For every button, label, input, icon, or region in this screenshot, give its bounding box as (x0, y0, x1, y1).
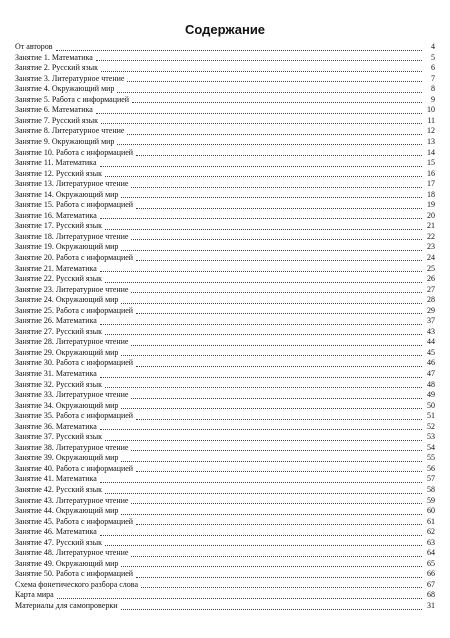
toc-entry (15, 200, 435, 211)
toc-entry-page-number: 60 (427, 506, 435, 516)
toc-entry (15, 63, 435, 74)
toc-entry (15, 306, 435, 317)
toc-dot-leader (121, 513, 422, 515)
toc-entry (15, 126, 435, 137)
toc-entry (15, 538, 435, 549)
toc-entry-page-number: 19 (427, 200, 435, 210)
toc-entry (15, 295, 435, 306)
toc-entry-label: Занятие 33. Литературное чтение (15, 390, 129, 400)
toc-entry-page-number: 46 (427, 358, 435, 368)
toc-entry (15, 327, 435, 338)
toc-entry-page-number: 67 (427, 579, 435, 589)
toc-entry (15, 580, 435, 591)
toc-entry (15, 432, 435, 443)
toc-entry-page-number: 5 (431, 52, 435, 62)
toc-dot-leader (100, 481, 422, 483)
toc-entry (15, 253, 435, 264)
toc-entry (15, 95, 435, 106)
toc-dot-leader (136, 418, 422, 420)
toc-entry (15, 274, 435, 285)
toc-entry-label: Занятие 15. Работа с информацией (15, 200, 134, 210)
toc-entry-label: Занятие 25. Работа с информацией (15, 305, 134, 315)
toc-dot-leader (100, 165, 423, 167)
toc-dot-leader (141, 586, 422, 588)
toc-dot-leader (132, 101, 422, 103)
toc-entry-page-number: 63 (427, 537, 435, 547)
toc-entry-label: Занятие 8. Литературное чтение (15, 126, 125, 136)
toc-dot-leader (136, 576, 422, 578)
toc-entry-page-number: 68 (427, 590, 435, 600)
toc-dot-leader (105, 333, 422, 335)
toc-entry-label: Занятие 17. Русский язык (15, 221, 102, 231)
toc-entry (15, 369, 435, 380)
toc-entry-page-number: 59 (427, 495, 435, 505)
toc-entry-label: Занятие 50. Работа с информацией (15, 569, 134, 579)
toc-entry (15, 506, 435, 517)
toc-dot-leader (117, 143, 422, 145)
toc-entry (15, 147, 435, 158)
toc-entry-page-number: 4 (431, 42, 435, 52)
toc-entry-label: Занятие 34. Окружающий мир (15, 400, 119, 410)
toc-entry (15, 263, 435, 274)
toc-entry-label: Занятие 5. Работа с информацией (15, 94, 130, 104)
toc-entry-page-number: 58 (427, 485, 435, 495)
toc-entry-label: Занятие 24. Окружающий мир (15, 295, 119, 305)
toc-entry-label: Занятие 30. Работа с информацией (15, 358, 134, 368)
toc-entry (15, 242, 435, 253)
toc-entry (15, 443, 435, 454)
toc-entry-page-number: 6 (431, 63, 435, 73)
toc-entry-label: Занятие 47. Русский язык (15, 537, 102, 547)
toc-entry-page-number: 62 (427, 527, 435, 537)
toc-dot-leader (101, 70, 422, 72)
toc-dot-leader (131, 291, 422, 293)
toc-dot-leader (56, 49, 422, 51)
toc-dot-leader (105, 228, 422, 230)
toc-entry (15, 496, 435, 507)
toc-entry-page-number: 15 (427, 158, 435, 168)
toc-entry-page-number: 18 (427, 189, 435, 199)
toc-entry (15, 390, 435, 401)
toc-entry (15, 358, 435, 369)
toc-entry-label: Занятие 13. Литературное чтение (15, 179, 129, 189)
toc-dot-leader (100, 323, 422, 325)
toc-dot-leader (131, 397, 422, 399)
toc-entry-page-number: 22 (427, 231, 435, 241)
toc-dot-leader (131, 238, 422, 240)
toc-entry-page-number: 57 (427, 474, 435, 484)
toc-entry-page-number: 16 (427, 168, 435, 178)
toc-dot-leader (121, 302, 422, 304)
toc-entry-label: Занятие 46. Математика (15, 527, 97, 537)
toc-entry (15, 221, 435, 232)
toc-entry-page-number: 43 (427, 326, 435, 336)
toc-dot-leader (121, 565, 422, 567)
toc-dot-leader (105, 439, 422, 441)
toc-entry-label: Занятие 49. Окружающий мир (15, 558, 119, 568)
toc-dot-leader (105, 544, 422, 546)
toc-entry-page-number: 50 (427, 400, 435, 410)
toc-entry (15, 337, 435, 348)
toc-entry-page-number: 55 (427, 453, 435, 463)
toc-entry-page-number: 31 (427, 601, 435, 611)
toc-entry (15, 285, 435, 296)
toc-dot-leader (136, 259, 422, 261)
toc-entry-page-number: 44 (427, 337, 435, 347)
toc-entry (15, 137, 435, 148)
toc-entry-label: Занятие 6. Математика (15, 105, 93, 115)
toc-entry-label: Занятие 1. Математика (15, 52, 93, 62)
toc-dot-leader (96, 59, 422, 61)
toc-entry-page-number: 53 (427, 432, 435, 442)
toc-entry-label: Занятие 12. Русский язык (15, 168, 102, 178)
toc-entry-page-number: 20 (427, 210, 435, 220)
toc-entry-label: Материалы для самопроверки (15, 601, 118, 611)
toc-entry-label: Занятие 14. Окружающий мир (15, 189, 119, 199)
toc-entry (15, 453, 435, 464)
toc-entry (15, 105, 435, 116)
toc-entry-label: Занятие 48. Литературное чтение (15, 548, 129, 558)
toc-dot-leader (136, 312, 422, 314)
toc-entry (15, 559, 435, 570)
toc-entry-label: Занятие 18. Литературное чтение (15, 231, 129, 241)
toc-entry-label: Занятие 41. Математика (15, 474, 97, 484)
toc-dot-leader (131, 186, 422, 188)
toc-entry (15, 169, 435, 180)
toc-entry-label: Занятие 40. Работа с информацией (15, 463, 134, 473)
toc-entry-label: От авторов (15, 42, 53, 52)
toc-entry-label: Занятие 2. Русский язык (15, 63, 98, 73)
toc-entry-page-number: 24 (427, 252, 435, 262)
toc-entry (15, 485, 435, 496)
toc-entry-page-number: 51 (427, 411, 435, 421)
toc-entry-page-number: 49 (427, 390, 435, 400)
toc-entry-label: Занятие 7. Русский язык (15, 115, 98, 125)
toc-entry (15, 517, 435, 528)
toc-dot-leader (100, 270, 422, 272)
toc-entry (15, 590, 435, 601)
toc-dot-leader (105, 175, 422, 177)
toc-entry-label: Занятие 44. Окружающий мир (15, 506, 119, 516)
toc-dot-leader (131, 555, 422, 557)
toc-entry-page-number: 37 (427, 316, 435, 326)
toc-entry-label: Занятие 43. Литературное чтение (15, 495, 129, 505)
toc-entry-page-number: 23 (427, 242, 435, 252)
toc-entry (15, 548, 435, 559)
toc-entry (15, 401, 435, 412)
toc-dot-leader (121, 354, 422, 356)
toc-entry-page-number: 54 (427, 442, 435, 452)
toc-entry-page-number: 14 (427, 147, 435, 157)
toc-entry-page-number: 65 (427, 558, 435, 568)
toc-entry-label: Занятие 36. Математика (15, 421, 97, 431)
toc-entry (15, 158, 435, 169)
toc-entry (15, 464, 435, 475)
toc-entry-label: Занятие 23. Литературное чтение (15, 284, 129, 294)
toc-entry-page-number: 21 (427, 221, 435, 231)
toc-entry-page-number: 45 (427, 347, 435, 357)
toc-entry-label: Занятие 11. Математика (15, 158, 97, 168)
toc-entry-page-number: 29 (427, 305, 435, 315)
toc-entry-label: Занятие 3. Литературное чтение (15, 73, 125, 83)
toc-entry-page-number: 13 (427, 136, 435, 146)
toc-dot-leader (136, 207, 422, 209)
toc-dot-leader (105, 492, 422, 494)
toc-entry-page-number: 66 (427, 569, 435, 579)
toc-dot-leader (131, 449, 422, 451)
toc-dot-leader (121, 460, 422, 462)
toc-entry-page-number: 56 (427, 463, 435, 473)
toc-entry (15, 42, 435, 53)
toc-dot-leader (136, 365, 422, 367)
toc-entry (15, 601, 435, 612)
toc-entry (15, 316, 435, 327)
toc-entry (15, 232, 435, 243)
toc-entry-page-number: 25 (427, 263, 435, 273)
toc-entry (15, 527, 435, 538)
page-title: Содержание (184, 22, 266, 37)
toc-dot-leader (100, 376, 422, 378)
toc-entry-label: Занятие 37. Русский язык (15, 432, 102, 442)
toc-entry-page-number: 28 (427, 295, 435, 305)
toc-entry (15, 190, 435, 201)
toc-entry-page-number: 8 (431, 84, 435, 94)
toc-entry-page-number: 27 (427, 284, 435, 294)
toc-entry-page-number: 26 (427, 274, 435, 284)
toc-entry (15, 84, 435, 95)
toc-entry-page-number: 61 (427, 516, 435, 526)
toc-dot-leader (131, 344, 422, 346)
toc-dot-leader (100, 534, 422, 536)
toc-entry (15, 380, 435, 391)
toc-entry-label: Занятие 20. Работа с информацией (15, 252, 134, 262)
toc-entry (15, 116, 435, 127)
table-of-contents (15, 42, 435, 612)
toc-entry (15, 179, 435, 190)
toc-entry-label: Занятие 4. Окружающий мир (15, 84, 115, 94)
toc-entry-page-number: 7 (431, 73, 435, 83)
toc-entry-page-number: 17 (427, 179, 435, 189)
toc-dot-leader (117, 91, 422, 93)
toc-dot-leader (127, 133, 422, 135)
toc-entry-label: Занятие 31. Математика (15, 369, 97, 378)
toc-dot-leader (105, 281, 422, 283)
toc-entry-label: Карта мира (15, 590, 54, 600)
toc-entry-label: Занятие 42. Русский язык (15, 485, 102, 495)
toc-entry-page-number: 47 (427, 369, 435, 378)
toc-entry-label: Занятие 35. Работа с информацией (15, 411, 134, 421)
toc-dot-leader (57, 597, 422, 599)
toc-entry-page-number: 9 (431, 94, 435, 104)
toc-entry-page-number: 48 (427, 379, 435, 389)
toc-entry-label: Занятие 10. Работа с информацией (15, 147, 134, 157)
toc-dot-leader (121, 249, 422, 251)
toc-entry (15, 411, 435, 422)
toc-entry (15, 569, 435, 580)
toc-entry-label: Занятие 16. Математика (15, 210, 97, 220)
toc-entry-page-number: 11 (427, 115, 435, 125)
toc-entry-label: Занятие 45. Работа с информацией (15, 516, 134, 526)
toc-dot-leader (127, 80, 422, 82)
toc-entry (15, 53, 435, 64)
toc-entry-label: Занятие 39. Окружающий мир (15, 453, 119, 463)
toc-entry-label: Занятие 38. Литературное чтение (15, 442, 129, 452)
toc-dot-leader (121, 608, 422, 610)
toc-dot-leader (100, 428, 422, 430)
toc-entry-label: Схема фонетического разбора слова (15, 579, 139, 589)
toc-dot-leader (136, 154, 422, 156)
toc-dot-leader (121, 407, 422, 409)
toc-entry-label: Занятие 9. Окружающий мир (15, 136, 115, 146)
toc-entry (15, 74, 435, 85)
toc-entry-page-number: 64 (427, 548, 435, 558)
toc-entry (15, 211, 435, 222)
toc-entry (15, 474, 435, 485)
toc-entry-label: Занятие 21. Математика (15, 263, 97, 273)
toc-dot-leader (131, 502, 422, 504)
toc-entry-page-number: 12 (427, 126, 435, 136)
toc-dot-leader (96, 112, 422, 114)
toc-dot-leader (105, 386, 422, 388)
toc-entry-label: Занятие 29. Окружающий мир (15, 347, 119, 357)
toc-entry (15, 348, 435, 359)
toc-entry (15, 422, 435, 433)
toc-dot-leader (136, 523, 422, 525)
toc-entry-label: Занятие 32. Русский язык (15, 379, 102, 389)
toc-dot-leader (100, 217, 422, 219)
toc-entry-label: Занятие 28. Литературное чтение (15, 337, 129, 347)
toc-entry-label: Занятие 27. Русский язык (15, 326, 102, 336)
toc-entry-label: Занятие 19. Окружающий мир (15, 242, 119, 252)
toc-dot-leader (121, 196, 422, 198)
toc-dot-leader (136, 470, 422, 472)
toc-entry-label: Занятие 26. Математика (15, 316, 97, 326)
toc-entry-page-number: 10 (427, 105, 435, 115)
toc-entry-page-number: 52 (427, 421, 435, 431)
toc-dot-leader (101, 122, 422, 124)
toc-entry-label: Занятие 22. Русский язык (15, 274, 102, 284)
